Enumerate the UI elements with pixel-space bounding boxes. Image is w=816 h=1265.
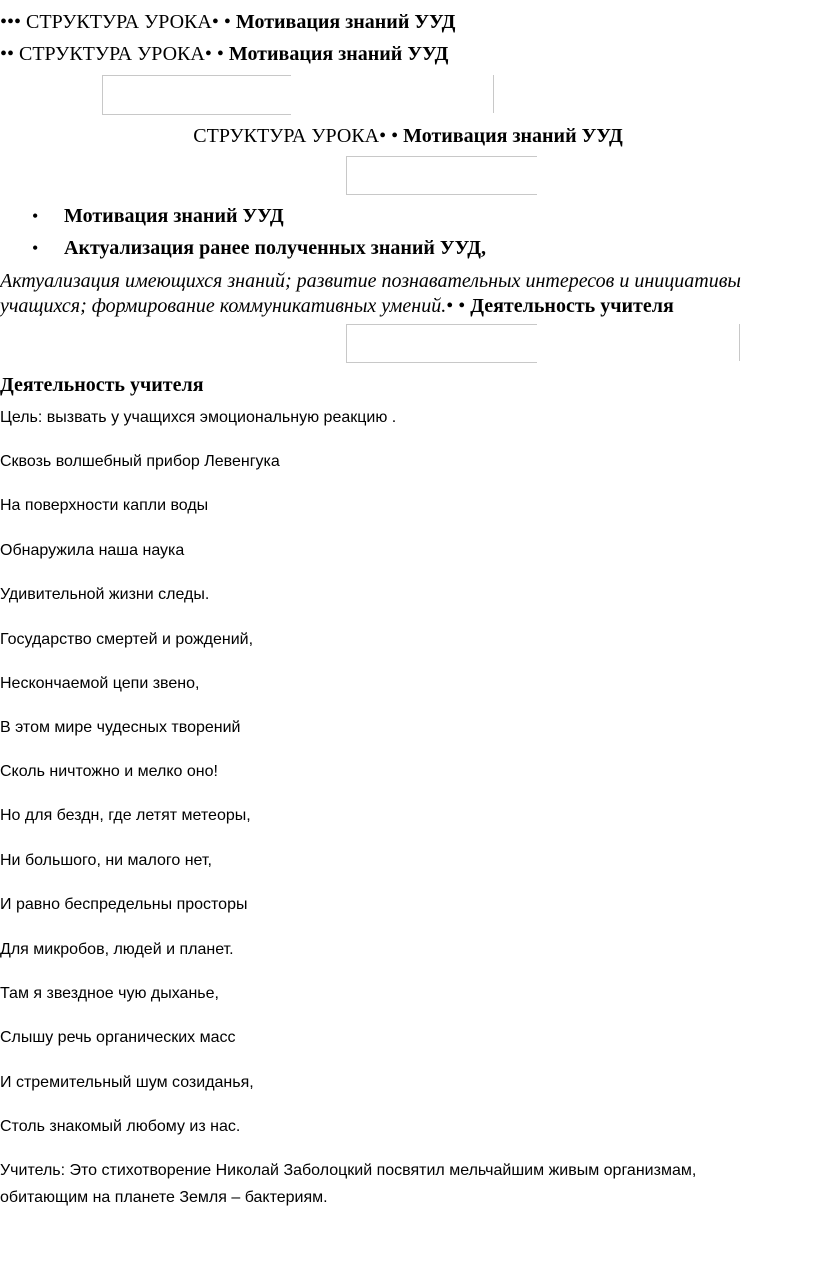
- header-line-1-prefix: ••• СТРУКТУРА УРОКА• •: [0, 11, 236, 33]
- poem-line: Но для бездн, где летят метеоры,: [0, 807, 251, 824]
- header-line-1: [0, 10, 455, 34]
- goal-text: Цель: вызвать у учащихся эмоциональную реакцию .: [0, 409, 397, 426]
- header-line-3: [0, 124, 816, 148]
- poem-line: И равно беспредельны просторы: [0, 896, 248, 913]
- header-line-2: [0, 42, 448, 66]
- italic-paragraph-line-2: [0, 294, 674, 318]
- poem-line: Столь знакомый любому из нас.: [0, 1118, 241, 1135]
- poem-line: Удивительной жизни следы.: [0, 586, 210, 603]
- list-item-text: Актуализация ранее полученных знаний УУД,: [64, 237, 487, 259]
- poem-line: На поверхности капли воды: [0, 497, 209, 514]
- italic-paragraph-text: учащихся; формирование коммуникативных умений.: [0, 295, 447, 317]
- italic-paragraph-bold: Деятельность учителя: [470, 295, 674, 317]
- divider-line-1: [493, 75, 494, 113]
- header-line-1-bold: Мотивация знаний УУД: [235, 11, 456, 33]
- poem-line: Обнаружила наша наука: [0, 542, 185, 559]
- poem-line: Сквозь волшебный прибор Левенгука: [0, 453, 280, 470]
- image-placeholder-2: [346, 156, 537, 195]
- section-heading-text: Деятельность учителя: [0, 374, 204, 396]
- poem-line: Государство смертей и рождений,: [0, 631, 254, 648]
- poem-line: Там я звездное чую дыханье,: [0, 985, 219, 1002]
- image-placeholder-3: [346, 324, 537, 363]
- bullet-marker: •: [32, 206, 39, 226]
- section-heading: [0, 373, 204, 397]
- image-placeholder-1: [102, 75, 291, 115]
- teacher-note-line-1: Учитель: Это стихотворение Николай Заболоцкий посвятил мельчайшим живым организмам,: [0, 1162, 697, 1179]
- italic-paragraph-line-1: Актуализация имеющихся знаний; развитие познавательных интересов и инициативы: [0, 270, 741, 292]
- header-line-3-bold: Мотивация знаний УУД: [403, 125, 623, 147]
- header-line-2-prefix: •• СТРУКТУРА УРОКА• •: [0, 43, 229, 65]
- teacher-note-line-2: обитающим на планете Земля – бактериям.: [0, 1189, 328, 1206]
- bullet-marker: •: [32, 238, 39, 258]
- header-line-2-bold: Мотивация знаний УУД: [228, 43, 449, 65]
- italic-paragraph-bullets: • •: [446, 295, 471, 317]
- divider-line-2: [739, 324, 740, 361]
- poem-line: В этом мире чудесных творений: [0, 719, 241, 736]
- header-line-3-prefix: СТРУКТУРА УРОКА• •: [193, 125, 404, 147]
- list-item-text: Мотивация знаний УУД: [64, 205, 284, 227]
- poem-line: Для микробов, людей и планет.: [0, 941, 234, 958]
- poem-line: И стремительный шум созиданья,: [0, 1074, 254, 1091]
- poem-line: Сколь ничтожно и мелко оно!: [0, 763, 218, 780]
- poem-line: Слышу речь органических масс: [0, 1029, 236, 1046]
- poem-line: Ни большого, ни малого нет,: [0, 852, 212, 869]
- poem-line: Нескончаемой цепи звено,: [0, 675, 200, 692]
